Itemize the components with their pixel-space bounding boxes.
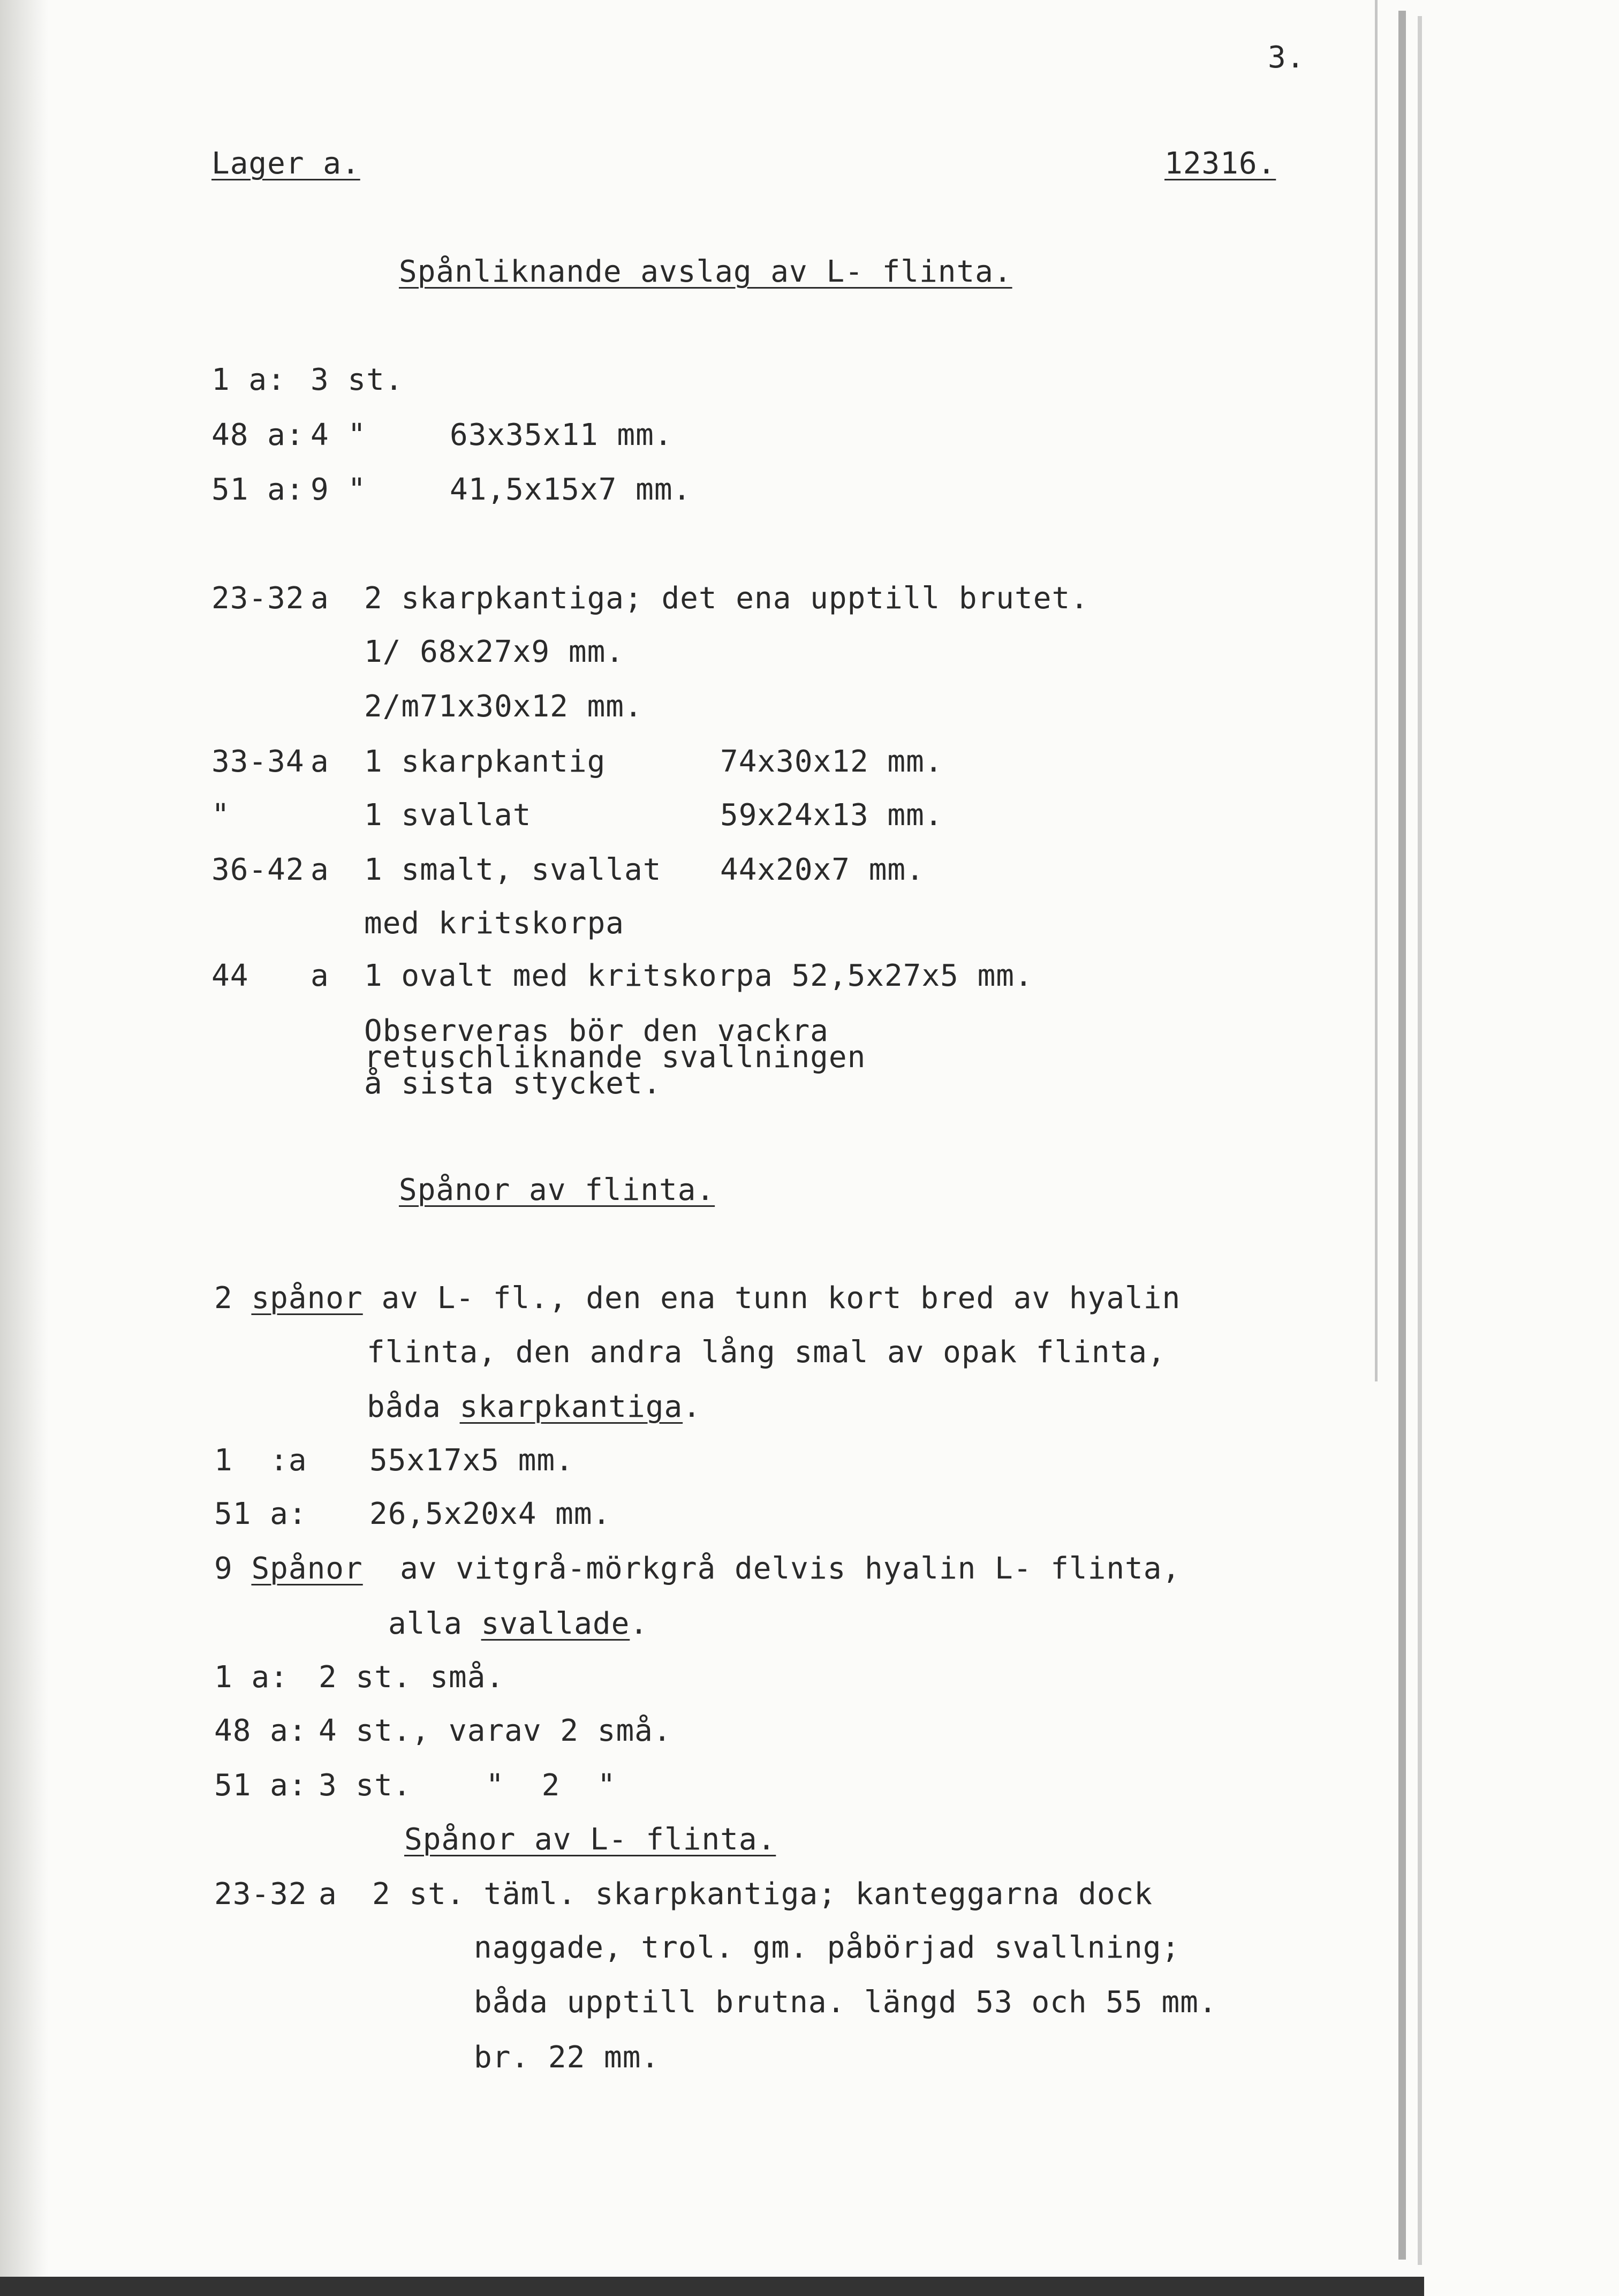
item-text: 1 skarpkantig (364, 744, 606, 779)
entry-line: av vitgrå-mörkgrå delvis hyalin L- flinta, (400, 1551, 1181, 1586)
item-letter: a (311, 852, 329, 887)
row-ref: 1 :a (214, 1443, 307, 1478)
entry-keyword: skarpkantiga (459, 1389, 683, 1424)
entry-keyword: spånor (251, 1281, 363, 1316)
row-ref: 1 a: (214, 1660, 289, 1695)
scan-shadow-left (0, 0, 48, 2296)
entry-line: av L- fl., den ena tunn kort bred av hyalin (381, 1281, 1181, 1316)
item-text: båda upptill brutna. längd 53 och 55 mm. (474, 1985, 1217, 2020)
note-line: Observeras bör den vackra (364, 1014, 829, 1048)
item-letter: a (311, 744, 329, 779)
count-row-dims: 41,5x15x7 mm. (450, 472, 692, 507)
entry-keyword: svallade (481, 1606, 630, 1641)
scan-margin-line (1375, 0, 1378, 1381)
item-ref: 36-42 (211, 852, 305, 887)
entry-line: båda (367, 1389, 460, 1424)
section-heading: Spånor av L- flinta. (404, 1822, 776, 1857)
row-value: 26,5x20x4 mm. (369, 1497, 611, 1531)
row-ref: 48 a: (214, 1713, 307, 1748)
item-ref: 23-32 (211, 581, 305, 616)
item-ref: " (211, 798, 230, 833)
row-value: 55x17x5 mm. (369, 1443, 574, 1478)
document-page: 3. Lager a. 12316. Spånliknande avslag av L- flinta. 1 a: 3 st. 48 a: 4 " 63x35x11 mm. 51 a: 9 " 41,5x15x7 mm. 23-32 a 2 skarpkantiga; det ena upptill brutet. 1/ 68x27x9 mm. 2/m71x30x12 mm. 33-34 a 1 skarpkantig 74x30x12 mm. " 1 svallat 59x24x13 mm. 36-42 a 1 smalt, svallat 44x20x7 mm. med kritskorpa 44 a 1 ovalt med kritskorpa 52,5x27x5 mm. Observeras bör den vackra retuschliknande svallningen å sista stycket. Spånor av flinta. 2 spånor av L- fl., den ena tunn kort bred av hyalin flinta, den andra lång smal av opak flinta, båda skarpkantiga. 1 :a 55x17x5 mm. 51 a: 26,5x20x4 mm. 9 Spånor av vitgrå-mörkgrå delvis hyalin L- flinta, alla svallade. 1 a: 2 st. små. 48 a: 4 st., varav 2 små. 51 a: 3 st. " 2 " Spånor av L- flinta. 23-32 a 2 st. täml. skarpkantiga; kanteggarna dock naggade, trol. gm. påbörjad svallning; båda upptill brutna. längd 53 och 55 mm. br. 22 mm. (0, 0, 1619, 2296)
note-line: å sista stycket. (364, 1066, 662, 1101)
item-text: 2 skarpkantiga; det ena upptill brutet. (364, 581, 1089, 616)
row-ref: 51 a: (214, 1497, 307, 1531)
entry-line: flinta, den andra lång smal av opak flinta, (367, 1335, 1166, 1370)
item-text: 2/m71x30x12 mm. (364, 689, 643, 724)
section-heading: Spånor av flinta. (399, 1173, 715, 1207)
entry-keyword: Spånor (251, 1551, 363, 1586)
item-letter: a (311, 958, 329, 993)
count-row-count: 9 " (311, 472, 367, 507)
page-number: 3. (1268, 40, 1305, 75)
item-letter: a (319, 1877, 337, 1912)
entry-count: 2 (214, 1281, 233, 1316)
note-line: retuschliknande svallningen (364, 1040, 866, 1075)
item-text: 1 smalt, svallat (364, 852, 662, 887)
item-ref: 23-32 (214, 1877, 307, 1912)
item-text: 1 svallat (364, 798, 532, 833)
item-dims: 44x20x7 mm. (720, 852, 925, 887)
item-text: med kritskorpa (364, 906, 625, 941)
item-text: 2 st. täml. skarpkantiga; kanteggarna dock (372, 1877, 1153, 1912)
entry-line: alla (388, 1606, 481, 1641)
row-value: 3 st. " 2 " (319, 1768, 616, 1803)
item-text: 1/ 68x27x9 mm. (364, 635, 625, 669)
entry-count: 9 (214, 1551, 233, 1586)
row-ref: 51 a: (214, 1768, 307, 1803)
count-row-ref: 48 a: (211, 418, 305, 452)
count-row-dims: 63x35x11 mm. (450, 418, 673, 452)
scan-bottom-edge (0, 2277, 1424, 2296)
count-row-ref: 51 a: (211, 472, 305, 507)
count-row-count: 3 st. (311, 362, 404, 397)
count-row-ref: 1 a: (211, 362, 286, 397)
item-text: 1 ovalt med kritskorpa 52,5x27x5 mm. (364, 958, 1033, 993)
item-text: br. 22 mm. (474, 2040, 660, 2075)
item-ref: 33-34 (211, 744, 305, 779)
count-row-count: 4 " (311, 418, 367, 452)
header-layer-label: Lager a. (211, 146, 360, 181)
scan-binding-edge-inner (1418, 16, 1422, 2265)
item-dims: 74x30x12 mm. (720, 744, 943, 779)
header-catalog-number: 12316. (1164, 146, 1276, 181)
row-value: 2 st. små. (319, 1660, 505, 1695)
item-dims: 59x24x13 mm. (720, 798, 943, 833)
item-letter: a (311, 581, 329, 616)
item-text: naggade, trol. gm. påbörjad svallning; (474, 1930, 1181, 1965)
section-heading: Spånliknande avslag av L- flinta. (399, 254, 1012, 289)
row-value: 4 st., varav 2 små. (319, 1713, 672, 1748)
scan-binding-edge (1398, 11, 1406, 2260)
item-ref: 44 (211, 958, 249, 993)
